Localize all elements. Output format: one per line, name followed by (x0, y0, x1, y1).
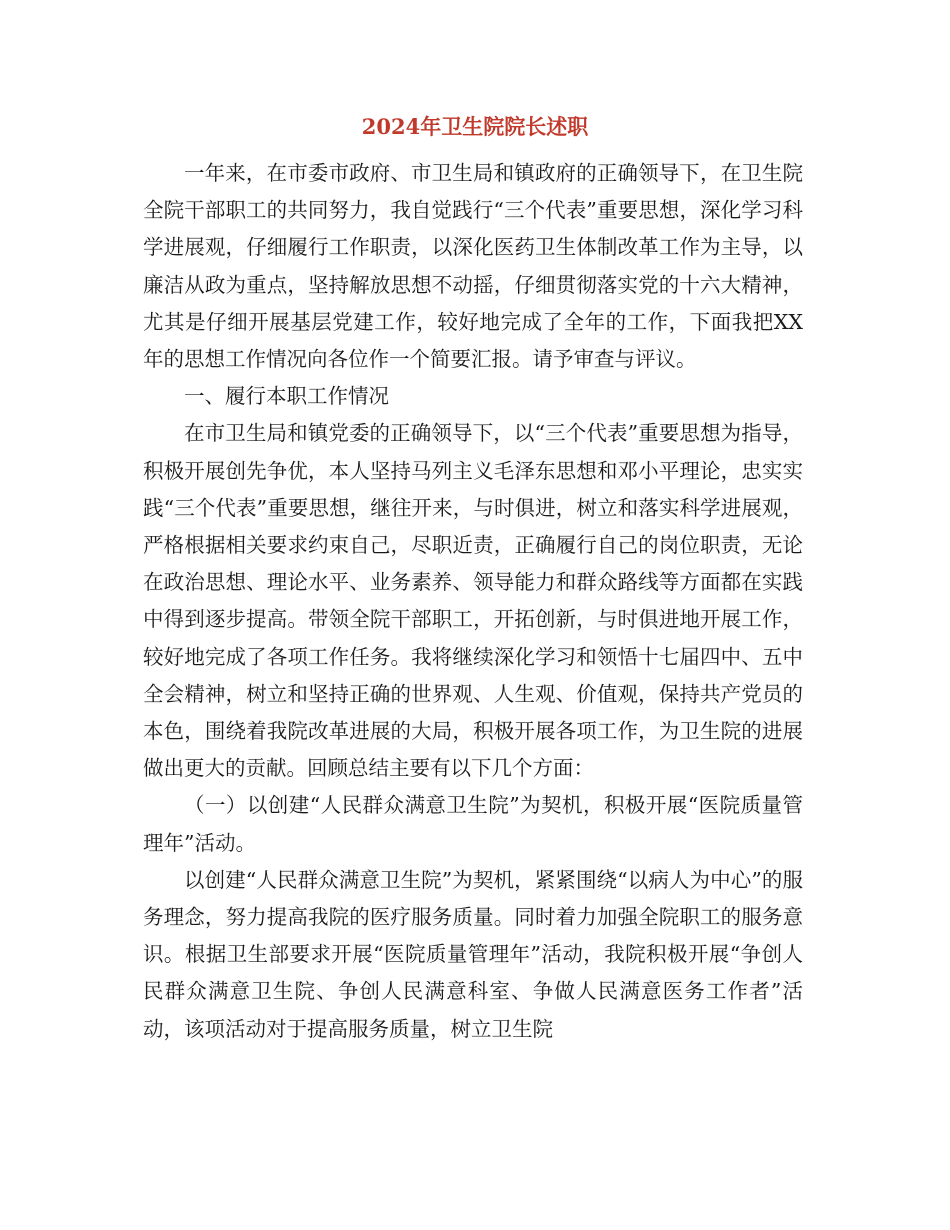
document-body (143, 155, 803, 1048)
paragraph-duty: 在市卫生局和镇党委的正确领导下，以“三个代表”重要思想为指导，积极开展创先争优，本人坚持马列主义毛泽东思想和邓小平理论，忠实实践“三个代表”重要思想，继往开来，与时俱进，树立和落实科学进展观，严格根据相关要求约束自己，尽职近责，正确履行自己的岗位职责，无论在政治思想、理论水平、业务素养、领导能力和群众路线等方面都在实践中得到逐步提高。带领全院干部职工，开拓创新，与时俱进地开展工作，较好地完成了各项工作任务。我将继续深化学习和领悟十七届四中、五中全会精神，树立和坚持正确的世界观、人生观、价值观，保持共产党员的本色，围绕着我院改革进展的大局，积极开展各项工作，为卫生院的进展做出更大的贡献。回顾总结主要有以下几个方面： (143, 421, 803, 781)
paragraph-intro: 一年来，在市委市政府、市卫生局和镇政府的正确领导下，在卫生院全院干部职工的共同努力，我自觉践行“三个代表”重要思想，深化学习科学进展观，仔细履行工作职责，以深化医药卫生体制改革工作为主导，以廉洁从政为重点，坚持解放思想不动摇，仔细贯彻落实党的十六大精神，尤其是仔细开展基层党建工作，较好地完成了全年的工作，下面我把XX年的思想工作情况向各位作一个简要汇报。请予审查与评议。 (143, 161, 803, 372)
section-heading-1: 一、履行本职工作情况 (184, 384, 389, 409)
paragraph-quality: 以创建“人民群众满意卫生院”为契机，紧紧围绕“以病人为中心”的服务理念，努力提高我院的医疗服务质量。同时着力加强全院职工的服务意识。根据卫生部要求开展“医院质量管理年”活动，我院积极开展“争创人民群众满意卫生院、争创人民满意科室、争做人民满意医务工作者”活动，该项活动对于提高服务质量，树立卫生院 (143, 867, 803, 1041)
subsection-heading-1: （一）以创建“人民群众满意卫生院”为契机，积极开展“医院质量管理年”活动。 (143, 793, 803, 855)
document-title: 2024年卫生院院长述职 (361, 114, 589, 139)
